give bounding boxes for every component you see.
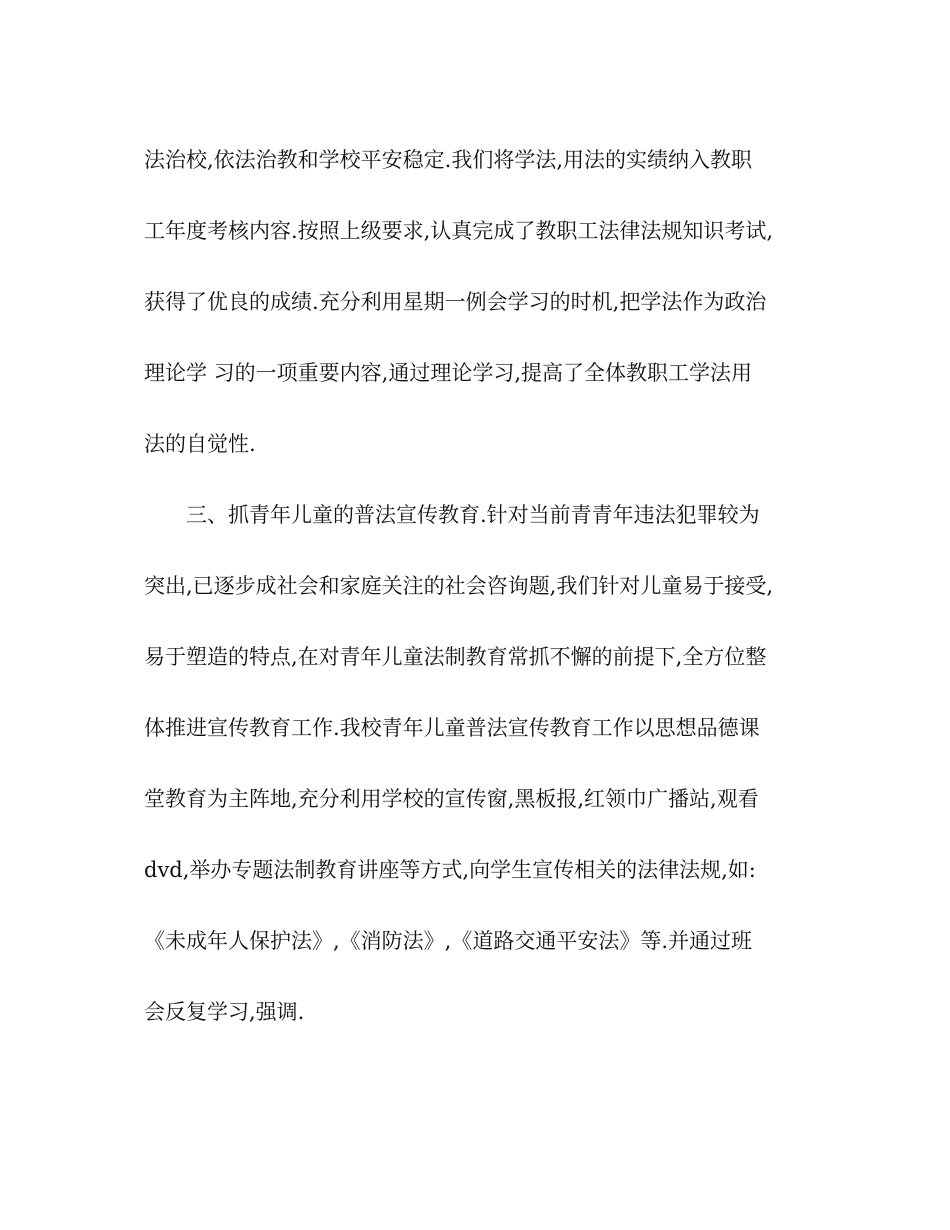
- text-line: 突出,已逐步成社会和家庭关注的社会咨询题,我们针对儿童易于接受,: [144, 574, 774, 598]
- text-line: 堂教育为主阵地,充分利用学校的宣传窗,黑板报,红领巾广播站,观看: [144, 787, 759, 811]
- section-heading-line: 三、抓青年儿童的普法宣传教育.针对当前青青年违法犯罪较为: [186, 503, 760, 527]
- text-line: 法治校,依法治教和学校平安稳定.我们将学法,用法的实绩纳入教职: [144, 148, 753, 172]
- text-line: 法的自觉性.: [144, 432, 256, 456]
- text-line: 体推进宣传教育工作.我校青年儿童普法宣传教育工作以思想品德课: [144, 716, 760, 740]
- text-line: 易于塑造的特点,在对青年儿童法制教育常抓不懈的前提下,全方位整: [144, 645, 767, 669]
- text-line: dvd,举办专题法制教育讲座等方式,向学生宣传相关的法律法规,如:: [144, 858, 756, 882]
- text-line: 理论学 习的一项重要内容,通过理论学习,提高了全体教职工学法用: [144, 361, 753, 385]
- text-line: 获得了优良的成绩.充分利用星期一例会学习的时机,把学法作为政治: [144, 290, 767, 314]
- text-line: 工年度考核内容.按照上级要求,认真完成了教职工法律法规知识考试,: [144, 219, 774, 243]
- text-line: 会反复学习,强调.: [144, 1000, 305, 1024]
- text-line: 《未成年人保护法》,《消防法》,《道路交通平安法》等.并通过班: [144, 929, 753, 953]
